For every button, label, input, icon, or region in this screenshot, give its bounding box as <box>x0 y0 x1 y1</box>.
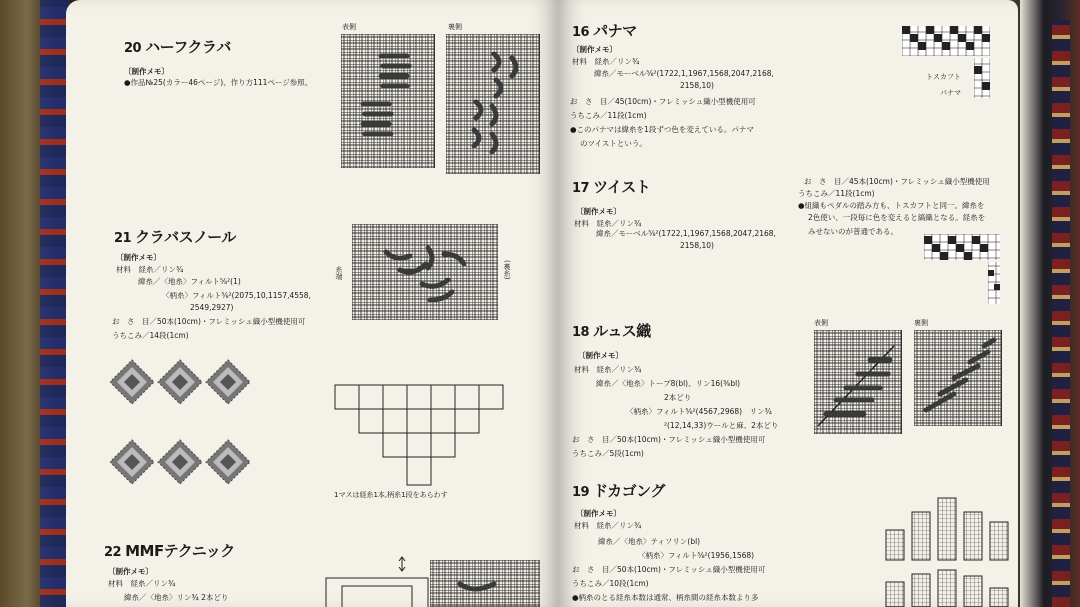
section-17-line-2: 緯糸／モーベル⅝²(1722,1,1967,1568,2047,2168, <box>596 229 776 238</box>
section-16-diagram-label-2: パナマ <box>940 89 961 97</box>
section-21-line-1: 材料 経糸／リン¾ <box>116 265 184 274</box>
section-18-line-7: うちこみ／5段(1cm) <box>572 449 644 458</box>
section-16-title: 16 パナマ <box>572 22 637 40</box>
section-18-front-label: 表側 <box>814 319 828 327</box>
section-22-title: 22 MMFテクニック <box>104 542 235 560</box>
section-19-block-diagram <box>882 494 1018 607</box>
section-17-memo-label: 〔制作メモ〕 <box>576 207 621 216</box>
section-21-diamond-pattern <box>110 354 260 494</box>
section-20-back-diagram <box>446 34 540 174</box>
book-cover-right <box>1020 0 1080 607</box>
section-18-line-2: 緯糸／〈地糸〉トープ8(bl)、リン16(⅜bl) <box>596 379 741 388</box>
section-22-weave-diagram <box>430 560 540 607</box>
section-21-line-2: 緯糸／〈地糸〉フィルト⅝²(1) <box>138 277 241 286</box>
section-18-line-1: 材料 経糸／リン¾ <box>574 365 642 374</box>
section-17-line-1: 材料 経糸／リン¾ <box>574 219 642 228</box>
section-18-line-5: ²(12,14,33)ウールと麻、2本どり <box>664 421 779 430</box>
section-20-memo-label: 〔制作メモ〕 <box>124 67 169 76</box>
section-16-line-5: うちこみ／11段(1cm) <box>570 111 647 120</box>
section-19-line-5: うちこみ／10段(1cm) <box>572 579 649 588</box>
section-16-line-6: ●このパナマは緯糸を1段ずつ色を変えている。パナマ <box>570 125 754 134</box>
section-21-line-6: うちこみ／14段(1cm) <box>112 331 189 340</box>
section-17-right-4: 2色使い、一段毎に色を変えると縞織となる。経糸を <box>808 213 986 222</box>
section-16-line-7: のツイストという。 <box>580 139 647 148</box>
section-21-side-label-right: (裏糸) <box>503 260 511 280</box>
section-21-line-5: お さ 目／50本(10cm)・フレミッシュ織小型機使用可 <box>112 317 306 326</box>
section-17-title: 17 ツイスト <box>572 178 651 196</box>
section-18-back-diagram <box>914 330 1002 426</box>
section-17-draft-diagram <box>924 234 1004 306</box>
section-17-right-5: みせないのが普通である。 <box>808 227 898 236</box>
section-22-line-2: 緯糸／〈地糸〉リン¾ 2本どり <box>124 593 229 602</box>
section-21-title: 21 クラバスノール <box>114 228 236 246</box>
section-21-line-3: 〈柄糸〉フィルト⅝²(2075,10,1157,4558, <box>162 291 311 300</box>
section-21-memo-label: 〔制作メモ〕 <box>116 253 161 262</box>
section-16-line-2: 緯糸／モーベル⅝²(1722,1,1967,1568,2047,2168, <box>594 69 774 78</box>
section-19-line-3: 〈柄糸〉フィルト⅝²(1956,1568) <box>638 551 755 560</box>
section-18-title: 18 ルュス織 <box>572 322 651 340</box>
section-20-front-label: 表側 <box>342 23 356 31</box>
section-20-note: ●作品№25(カラー46ページ)、作り方111ページ参照。 <box>124 78 313 87</box>
section-21-diagram <box>352 224 498 320</box>
section-19-memo-label: 〔制作メモ〕 <box>576 509 621 518</box>
section-22-memo-label: 〔制作メモ〕 <box>108 567 153 576</box>
section-19-line-1: 材料 経糸／リン¾ <box>574 521 642 530</box>
section-17-right-1: お さ 目／45本(10cm)・フレミッシュ織小型機使用 <box>804 177 990 186</box>
section-22-frame-diagram <box>320 556 430 607</box>
section-18-line-4: 〈柄糸〉フィルト⅝²(4567,2968) リン¾ <box>626 407 772 416</box>
section-16-line-4: お さ 目／45(10cm)・フレミッシュ織小型機使用可 <box>570 97 756 106</box>
section-19-title: 19 ドカゴング <box>572 482 665 500</box>
section-16-diagram-label-1: トスカフト <box>926 73 961 81</box>
section-16-memo-label: 〔制作メモ〕 <box>572 45 617 54</box>
section-16-line-3: 2158,10) <box>680 81 714 90</box>
section-18-memo-label: 〔制作メモ〕 <box>578 351 623 360</box>
section-20-back-label: 裏側 <box>448 23 462 31</box>
section-17-right-2: うちこみ／11段(1cm) <box>798 189 875 198</box>
section-18-line-3: 2本どり <box>664 393 692 402</box>
section-21-side-label-left: 糸端 <box>335 266 343 280</box>
section-21-grid-caption: 1マスは経糸1本,柄糸1段をあらわす <box>334 491 448 499</box>
section-21-line-4: 2549,2927) <box>190 303 234 312</box>
section-19-line-4: お さ 目／50本(10cm)・フレミッシュ織小型機使用可 <box>572 565 766 574</box>
section-20-title: 20 ハーフクラバ <box>124 38 231 56</box>
section-18-back-label: 裏側 <box>914 319 928 327</box>
left-page <box>66 0 558 607</box>
section-19-line-2: 緯糸／〈地糸〉ティソリン(bl) <box>598 537 701 546</box>
section-16-line-1: 材料 経糸／リン¾ <box>572 57 640 66</box>
section-22-line-1: 材料 経糸／リン¾ <box>108 579 176 588</box>
section-20-front-diagram <box>341 34 435 168</box>
section-18-front-diagram <box>814 330 902 434</box>
section-21-grid-diagram <box>334 384 504 488</box>
section-18-line-6: お さ 目／50本(10cm)・フレミッシュ織小型機使用可 <box>572 435 766 444</box>
section-17-line-3: 2158,10) <box>680 241 714 250</box>
right-page <box>558 0 1018 607</box>
section-19-line-6: ●柄糸のとる経糸本数は通常、柄糸間の経糸本数より多 <box>572 593 759 602</box>
section-17-right-3: ●組織もペダルの踏み方も、トスカフトと同一。緯糸を <box>798 201 985 210</box>
